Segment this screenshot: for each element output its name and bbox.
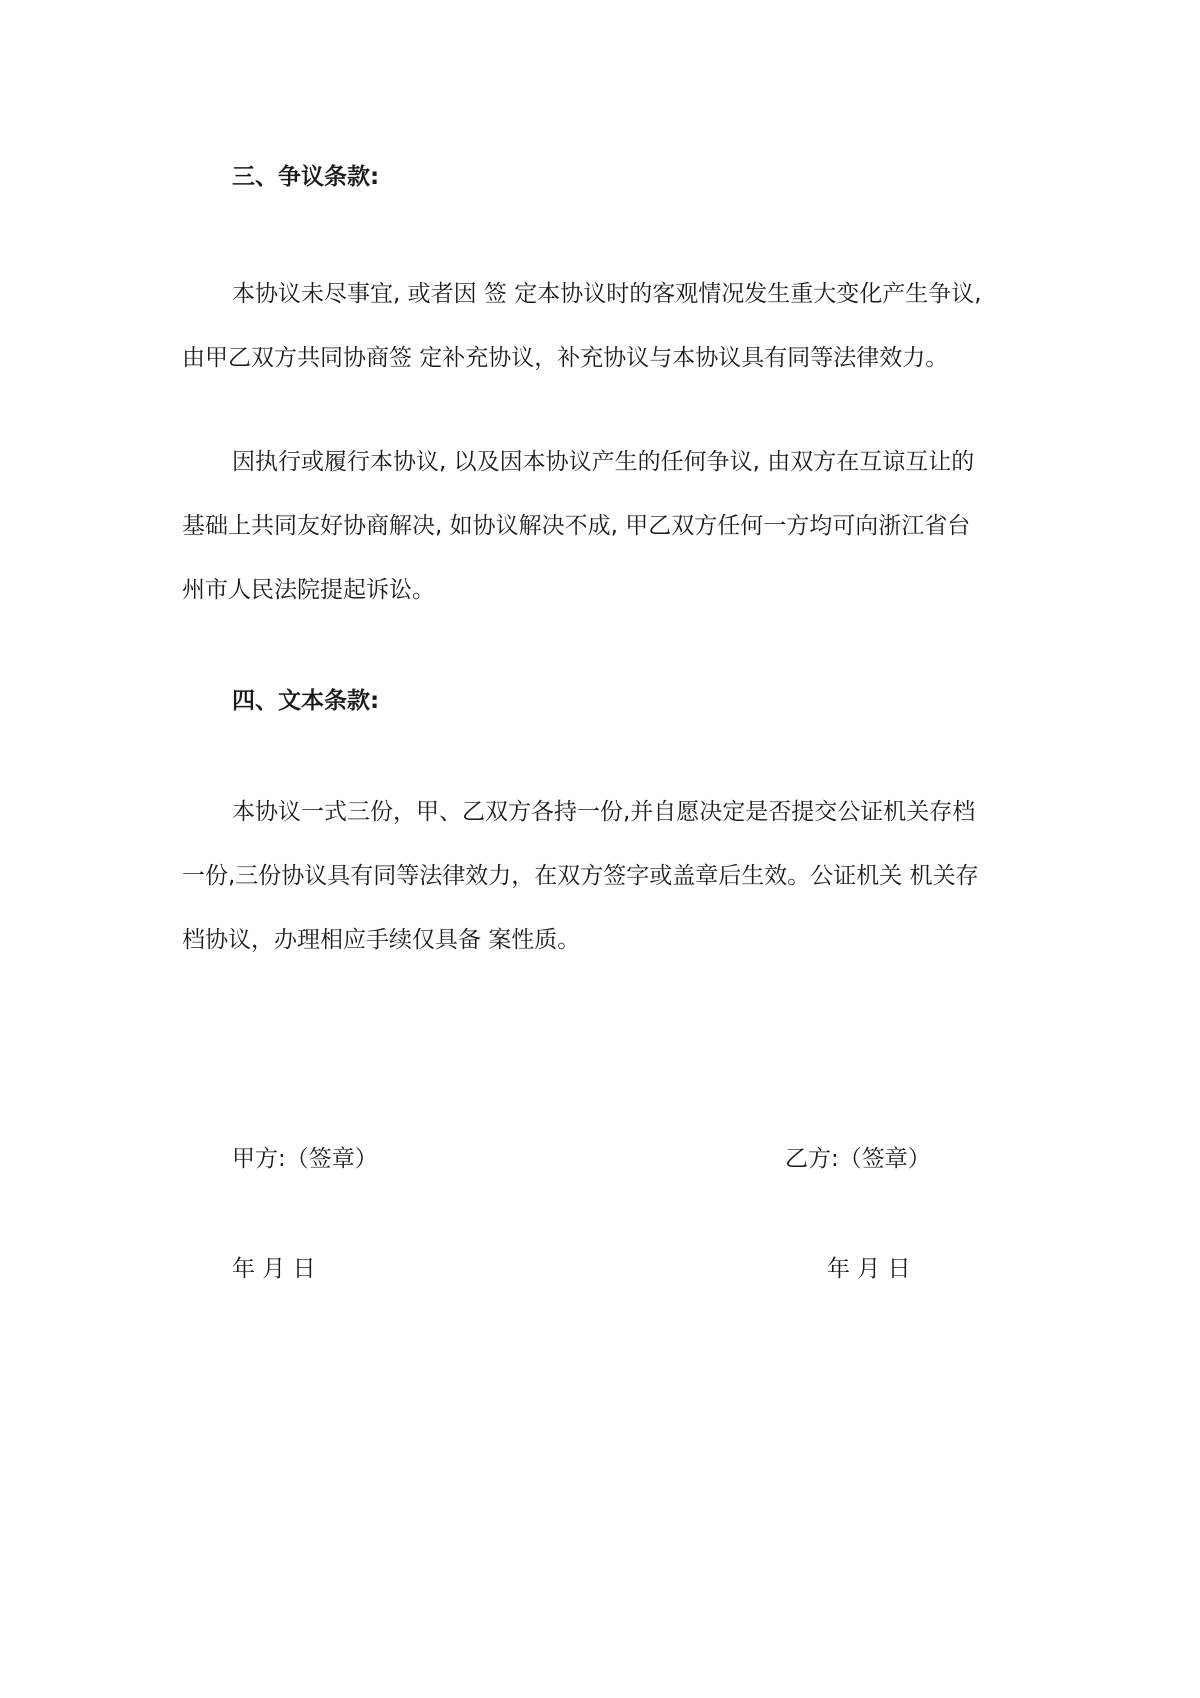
party-b-signature-label: 乙方:（签章）: [785, 1146, 931, 1172]
text-line: 档协议，办理相应手续仅具备 案性质。: [182, 927, 581, 953]
section-3-heading: 三、争议条款:: [232, 164, 380, 190]
party-a-signature-label: 甲方:（签章）: [232, 1146, 378, 1172]
text-line: 基础上共同友好协商解决, 如协议解决不成, 甲乙双方任何一方均可向浙江省台: [182, 513, 971, 539]
party-b-date-label: 年 月 日: [827, 1256, 911, 1282]
party-a-date-label: 年 月 日: [232, 1256, 316, 1282]
section-4-paragraph-1: [182, 780, 1052, 972]
text-line: 本协议一式三份，甲、乙双方各持一份,并自愿决定是否提交公证机关存档: [232, 799, 976, 825]
text-line: 本协议未尽事宜, 或者因 签 定本协议时的客观情况发生重大变化产生争议,: [232, 281, 982, 307]
text-line: 因执行或履行本协议, 以及因本协议产生的任何争议, 由双方在互谅互让的: [232, 449, 975, 475]
section-3-paragraph-1: [182, 262, 1052, 390]
text-line: 州市人民法院提起诉讼。: [182, 577, 435, 603]
section-4-heading: 四、文本条款:: [232, 688, 380, 714]
section-3-paragraph-2: [182, 430, 1052, 622]
text-line: 由甲乙双方共同协商签 定补充协议，补充协议与本协议具有同等法律效力。: [182, 345, 949, 371]
text-line: 一份,三份协议具有同等法律效力，在双方签字或盖章后生效。公证机关 机关存: [182, 863, 979, 889]
